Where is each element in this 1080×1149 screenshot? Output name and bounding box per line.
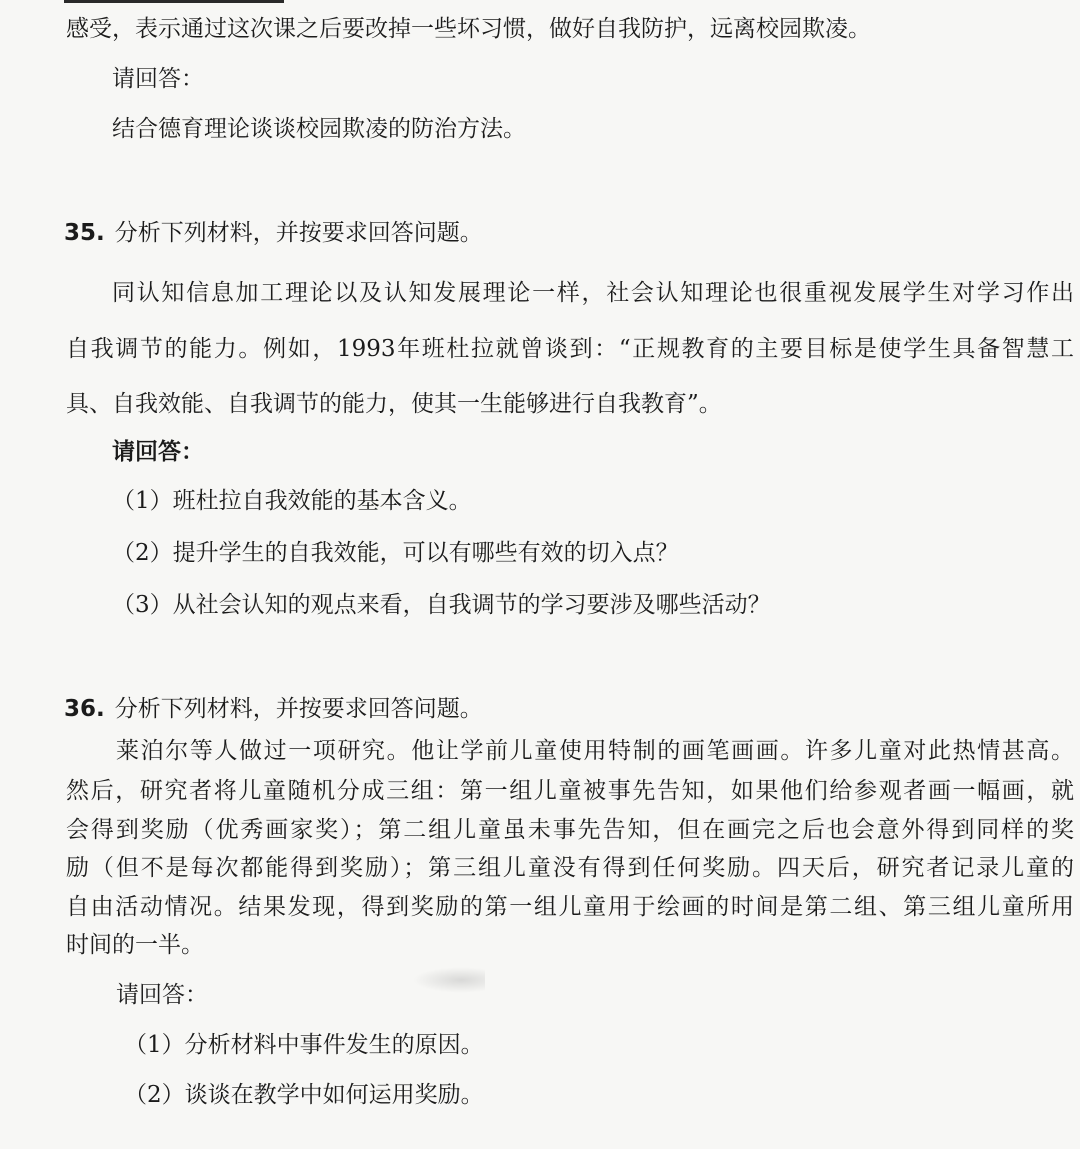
q34-prompt: 结合德育理论谈谈校园欺凌的防治方法。	[112, 116, 526, 142]
q36-subquestion: （1）分析材料中事件发生的原因。	[124, 1032, 484, 1058]
q35-title: 分析下列材料，并按要求回答问题。	[114, 220, 483, 246]
q35-subquestion: （3）从社会认知的观点来看，自我调节的学习要涉及哪些活动？	[112, 592, 771, 618]
q34-text-line: 感受，表示通过这次课之后要改掉一些坏习惯，做好自我防护，远离校园欺凌。	[66, 16, 871, 42]
q36-material-line: 自由活动情况。结果发现，得到奖励的第一组儿童用于绘画的时间是第二组、第三组儿童所用	[66, 894, 1074, 920]
q36-subquestion: （2）谈谈在教学中如何运用奖励。	[124, 1082, 484, 1108]
q36-heading	[64, 694, 483, 724]
q35-subquestion: （1）班杜拉自我效能的基本含义。	[112, 488, 472, 514]
q36-material-line: 莱泊尔等人做过一项研究。他让学前儿童使用特制的画笔画画。许多儿童对此热情甚高。	[116, 738, 1074, 764]
q35-heading	[64, 218, 483, 248]
q36-title: 分析下列材料，并按要求回答问题。	[114, 696, 483, 722]
q35-material-line: 同认知信息加工理论以及认知发展理论一样，社会认知理论也很重视发展学生对学习作出	[112, 280, 1074, 306]
q36-material-line: 时间的一半。	[66, 932, 204, 958]
q36-answer-label: 请回答：	[116, 982, 208, 1008]
q34-answer-label: 请回答：	[112, 66, 204, 92]
q36-material-line: 会得到奖励（优秀画家奖）；第二组儿童虽未事先告知，但在画完之后也会意外得到同样的奖	[66, 817, 1074, 843]
scan-smudge	[405, 965, 485, 995]
q35-number: 35.	[64, 220, 105, 246]
q35-subquestion: （2）提升学生的自我效能，可以有哪些有效的切入点？	[112, 540, 679, 566]
top-rule	[64, 0, 284, 3]
q35-answer-label: 请回答：	[112, 438, 204, 465]
q36-number: 36.	[64, 696, 105, 722]
q36-material-line: 然后，研究者将儿童随机分成三组：第一组儿童被事先告知，如果他们给参观者画一幅画，就	[66, 778, 1074, 804]
q35-material-line: 自我调节的能力。例如，1993年班杜拉就曾谈到：“正规教育的主要目标是使学生具备智慧工	[66, 336, 1074, 362]
q35-material-line: 具、自我效能、自我调节的能力，使其一生能够进行自我教育”。	[66, 391, 722, 417]
q36-material-line: 励（但不是每次都能得到奖励）；第三组儿童没有得到任何奖励。四天后，研究者记录儿童的	[66, 855, 1074, 881]
